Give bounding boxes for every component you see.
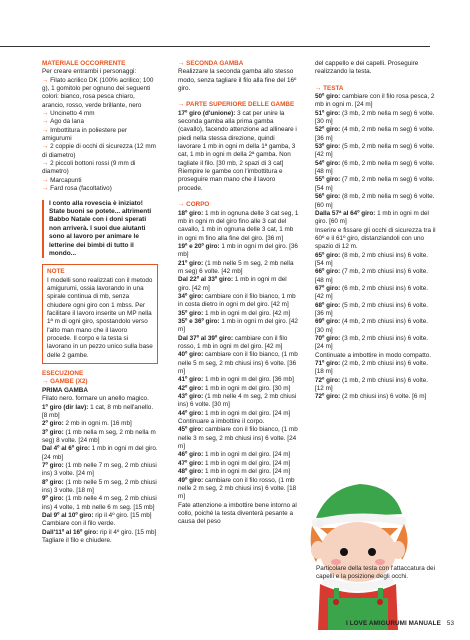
round-label: 40º giro: (178, 351, 204, 359)
round-label: 54º giro: (315, 159, 341, 167)
note-text: I modelli sono realizzati con il metodo amigurumi, ossia lavorando in una spirale continua di mb, senza chiudere ogni giro con 1 mbss. Per facilitare il lavoro inserite un MP nella 1ª m di ogni giro, spostandolo verso l'alto man mano che il lavoro procede. Il corpo e la testa si lavorano in un pezzo unico sulla base delle 2 gambe. (47, 276, 153, 359)
instruction-line (178, 376, 299, 384)
round-text: Continuare a imbottire il corpo. (178, 418, 265, 426)
round-text: (6 mb, 2 mb nella m seg) 6 volte. [48 m] (315, 159, 435, 176)
list-item: → Filato acrilico DK (100% acrilico; 100 g), 1 gomitolo per ognuno dei seguenti colori: bianco, rosa pesca chiaro, arancio, rosso, verde brillante, nero (42, 76, 154, 109)
instruction-line (315, 143, 438, 160)
round-text: 1 mb in ogni m del giro. [36 mb] (178, 242, 298, 259)
round-label: 72º giro: (315, 393, 341, 401)
round-label: 48º giro: (178, 468, 204, 476)
instruction-line (315, 252, 438, 269)
round-label: 49º giro: (178, 476, 204, 484)
round-label: 41º giro: (178, 376, 204, 384)
page-number: 53 (446, 620, 455, 627)
instruction-line (42, 462, 158, 479)
round-label: 51º giro: (315, 109, 341, 117)
round-label: 72º giro: (315, 376, 341, 384)
column-1 (42, 60, 158, 545)
instruction-line (178, 110, 299, 168)
round-label: Dal 9º al 10º giro: (42, 511, 94, 519)
arrow-icon: → (42, 143, 51, 151)
round-label: 65º giro: (315, 251, 341, 259)
round-text: Filato nero. formare un anello magico. (42, 395, 149, 403)
instruction-line (42, 512, 158, 520)
instruction-line (42, 537, 158, 545)
round-label: 69º giro: (315, 318, 341, 326)
intro-quote: I conto alla rovescia è iniziato! State buoni se potete... altrimenti Babbo Natale con i doni sperati non arriverà. I suoi due aiutanti sono al lavoro per animare le letterine dei bimbi di tutto il mondo... (42, 200, 158, 259)
round-text: cambiare con il filo rosa pesca, 2 mb in ogni m. [24 m] (315, 93, 435, 109)
round-label: 35º e 36º giro: (178, 317, 220, 325)
instruction-line (42, 529, 158, 537)
round-text: (8 mb, 2 mb chiusi ins) 6 volte. [54 m] (315, 251, 429, 267)
round-text: (1 mb nelle 4 m seg, 2 mb chiusi ins) 4 volte, 1 mb nelle 6 m seg. [15 mb] (42, 495, 157, 511)
head-intro: del cappello e dei capelli. Proseguire realizzando la testa. (315, 60, 419, 76)
upper-legs-instructions (178, 110, 299, 193)
arrow-icon: → (42, 76, 51, 84)
round-label: 52º giro: (315, 126, 341, 134)
instruction-line (315, 126, 438, 143)
column-2 (178, 60, 299, 527)
instruction-line (315, 193, 438, 210)
instruction-line (315, 302, 438, 319)
round-text: 1 mb in ogni m del giro. [36 mb] (203, 376, 294, 384)
round-text: (3 mb, 2 mb nella m seg) 6 volte. [30 m] (315, 109, 435, 126)
list-item: → Ago da lana (42, 118, 84, 126)
round-text: cambiare con il filo bianco, 1 mb in costa dietro in ogni m del giro. [42 m] (178, 292, 296, 309)
instruction-line (315, 176, 438, 193)
instruction-line (42, 520, 158, 528)
round-text: 1 mb in ognuna delle 3 cat seg, 1 mb in ogni m del giro fino alle 3 cat del cavallo, 1 mb in ognuna delle 3 cat, 1 mb in ogni m fino alla fine del giro. [36 m] (178, 209, 299, 242)
round-text: 2 mb in ogni m. [16 mb] (63, 420, 132, 428)
round-text: (2 mb, 2 mb chiusi ins) 6 volte. [18 m] (315, 360, 429, 376)
round-text: rip il 4º giro. [15 mb] (93, 511, 152, 519)
round-text: 1 mb in ogni m del giro. [60 m] (315, 209, 429, 226)
instruction-line (178, 351, 299, 376)
instruction-line (178, 168, 299, 193)
round-text: 1 cat, 8 mb nell'anello. [8 mb] (42, 403, 154, 419)
arrow-icon: → (42, 176, 51, 184)
arrow-icon: → (178, 101, 187, 109)
round-label: 34º giro: (178, 292, 204, 300)
round-label: 53º giro: (315, 143, 341, 151)
instruction-line (315, 318, 438, 335)
instruction-line (315, 227, 438, 252)
instruction-line (178, 451, 299, 459)
round-text: (5 mb, 2 mb nella m seg) 6 volte. [42 m] (315, 143, 435, 159)
instruction-line (42, 395, 158, 403)
round-label: 19º e 20º giro: (178, 242, 220, 250)
round-label: 1º giro (dir lav): (42, 403, 89, 411)
arrow-icon: → (178, 201, 187, 209)
round-text: (1 mb nelle 4 m seg, 2 mb chiusi ins) 6 volte. [30 m] (178, 393, 297, 409)
round-text: 1 mb in ogni m del giro. [24 mb] (42, 445, 158, 461)
round-label: 55º giro: (315, 176, 341, 184)
round-text: 1 mb in ogni m del giro. [42 m] (203, 309, 291, 317)
instruction-line (178, 468, 299, 476)
round-text: (1 mb, 2 mb chiusi ins) 6 volte. [12 m] (315, 376, 429, 393)
first-leg-heading: PRIMA GAMBA (42, 386, 88, 394)
round-text: (7 mb, 2 mb chiusi ins) 6 volte. [48 m] (315, 268, 429, 284)
round-label: 8º giro: (42, 478, 64, 486)
round-text: (1 mb nelle 5 m seg, 2 mb nella m seg) 6 volte. [42 mb] (178, 259, 294, 275)
round-text: rip il 4º giro. [15 mb] (98, 528, 157, 536)
round-label: 3º giro: (42, 428, 64, 436)
note-box (42, 264, 158, 364)
instruction-line (42, 445, 158, 462)
list-item: → 2 piccoli bottoni rossi (9 mm di diametro) (42, 160, 136, 176)
list-item: → 2 coppie di occhi di sicurezza (12 mm di diametro) (42, 143, 156, 159)
round-label: 21º giro: (178, 259, 204, 267)
instruction-line (315, 377, 438, 394)
column-3 (315, 60, 438, 402)
page-footer (346, 620, 454, 627)
round-text: 1 mb in ogni m del giro. [24 m] (203, 409, 291, 417)
round-text: Inserire e fissare gli occhi di sicurezza tra il 60º e il 61º giro, distanziandoli con uno spazio di 12 m. (315, 226, 436, 251)
round-text: Continuate a imbottire in modo compatto. (315, 351, 432, 359)
round-label: 46º giro: (178, 451, 204, 459)
round-text: 1 mb in ogni m del giro. [24 m] (203, 451, 291, 459)
round-label: 47º giro: (178, 459, 204, 467)
instruction-line (178, 426, 299, 451)
round-label: 35º giro: (178, 309, 204, 317)
round-text: 1 mb in ogni m del giro. [24 m] (203, 468, 291, 476)
round-text: (1 mb nelle 5 m seg, 2 mb chiusi ins) 3 volte. [18 m] (42, 478, 157, 494)
round-label: Dall'11º al 16º giro: (42, 528, 99, 536)
round-label: 45º giro: (178, 426, 204, 434)
round-text: cambiare con il filo bianco, (1 mb nelle 5 m seg, 2 mb chiusi ins) 6 volte. [36 m] (178, 351, 298, 376)
instruction-line (178, 385, 299, 393)
instruction-line (315, 360, 438, 377)
arrow-icon: → (42, 110, 51, 118)
list-item: → Marcapunti (42, 176, 82, 184)
instruction-line (178, 502, 299, 527)
round-label: Dalla 57ª al 64º giro: (315, 209, 376, 217)
instruction-line (178, 293, 299, 310)
second-leg-heading: → SECONDA GAMBA (178, 60, 244, 67)
round-label: 67º giro: (315, 284, 341, 292)
arrow-icon: → (315, 84, 324, 92)
round-text: (8 mb, 2 mb nella m seg) 6 volte. [60 m] (315, 193, 435, 209)
round-text: (1 mb nelle 7 m seg, 2 mb chiusi ins) 3 volte. [24 m] (42, 461, 157, 478)
instruction-line (315, 110, 438, 127)
instruction-line (178, 418, 299, 426)
instruction-line (178, 210, 299, 243)
instruction-line (178, 260, 299, 277)
instruction-line (178, 410, 299, 418)
elf-amigurumi-photo (298, 480, 428, 630)
instruction-line (178, 243, 299, 260)
round-label: 18º giro: (178, 209, 204, 217)
round-label: 70º giro: (315, 335, 341, 342)
round-text: cambiare con il filo rosso, 1 mb in ogni m del giro. [42 m] (178, 334, 288, 350)
arrow-icon: → (42, 126, 51, 134)
round-text: (2 mb chiusi ins) 6 volte. [6 m] (340, 393, 427, 401)
round-text: Fate attenzione a imbottire bene intorno al collo, poiché la testa diventerà pesante a causa del peso (178, 501, 297, 526)
instruction-line (315, 352, 438, 360)
instruction-line (315, 335, 438, 352)
instruction-line (42, 404, 158, 421)
round-text: (5 mb, 2 mb chiusi ins) 6 volte. [36 m] (315, 301, 429, 317)
round-label: 50º giro: (315, 93, 341, 101)
round-label: 56º giro: (315, 193, 341, 201)
instruction-line (178, 318, 299, 335)
round-label: 17º giro (d'unione): (178, 109, 236, 117)
instruction-line (178, 310, 299, 318)
arrow-icon: → (42, 160, 51, 168)
instruction-line (315, 93, 438, 110)
head-heading: → TESTA (315, 84, 344, 92)
photo-caption: Particolare della testa con l'attaccatura dei capelli e la posizione degli occhi. (316, 565, 435, 581)
second-leg-text: Realizzare la seconda gamba allo stesso modo, senza tagliare il filo alla fine del 16º giro. (178, 68, 297, 93)
materials-list (42, 77, 158, 194)
instruction-line (178, 276, 299, 293)
round-label: 71º giro: (315, 360, 341, 368)
round-text: (3 mb, 2 mb chiusi ins) 6 volte. [24 m] (315, 335, 429, 351)
instruction-line (42, 495, 158, 512)
list-item: → Fard rosa (facoltativo) (42, 185, 112, 193)
materials-intro: Per creare entrambi i personaggi: (42, 68, 137, 76)
instruction-line (315, 285, 438, 302)
legs-heading: → GAMBE (X2) (42, 378, 88, 386)
instruction-line (178, 460, 299, 468)
round-label: Dal 4º al 6º giro: (42, 445, 90, 453)
round-text: cambiare con il filo rosso, (1 mb nelle 2 m seg, 2 mb chiusi ins) 6 volte. [18 m] (178, 476, 297, 501)
arrow-icon: → (42, 378, 51, 386)
instruction-line (315, 160, 438, 177)
round-text: Cambiare con il filo verde. (42, 520, 116, 528)
materials-heading: MATERIALE OCCORRENTE (42, 60, 126, 67)
round-text: (7 mb, 2 mb nella m seg) 6 volte. [54 m] (315, 176, 435, 192)
instruction-line (178, 335, 299, 352)
round-text: (4 mb, 2 mb nella m seg) 6 volte. [36 m] (315, 126, 435, 142)
first-leg-instructions (42, 395, 158, 545)
instruction-line (178, 477, 299, 502)
round-text: 1 mb in ogni m del giro. [24 m] (203, 459, 291, 467)
body-heading: → CORPO (178, 201, 210, 209)
instruction-line (42, 479, 158, 496)
body-instructions (178, 210, 299, 527)
round-label: 7º giro: (42, 461, 64, 469)
note-title: NOTE (47, 268, 65, 276)
round-text: 3 cat per unire la seconda gamba alla prima gamba (cavallo), facendo attenzione ad allineare i piedi nella stessa direzione, quindi lavorare 1 mb in ogni m della 1ª gamba, 3 cat, 1 mb in ogni m della 2ª gamba. Non tagliate il filo. [30 mb, 2 spazi di 3 cat] (178, 109, 297, 167)
upper-legs-heading: → PARTE SUPERIORE DELLE GAMBE (178, 101, 295, 109)
round-text: Tagliare il filo e chiudere. (42, 537, 112, 544)
head-instructions (315, 93, 438, 402)
round-label: 44º giro: (178, 409, 204, 417)
instruction-line (315, 393, 438, 401)
exec-heading: ESECUZIONE (42, 370, 84, 378)
round-label: 66º giro: (315, 268, 341, 276)
round-text: cambiare con il filo bianco, (1 mb nelle 3 m seg, 2 mb chiusi ins) 6 volte. [24 m] (178, 426, 298, 451)
instruction-line (42, 420, 158, 428)
top-rule (0, 46, 430, 47)
magazine-name: I LOVE AMIGURUMI MANUALE (346, 620, 441, 627)
instruction-line (315, 210, 438, 227)
round-text: Riempire le gambe con l'imbottitura e proseguire man mano che il lavoro procede. (178, 168, 283, 192)
list-item: → Imbottitura in poliestere per amigurumi (42, 126, 127, 143)
arrow-icon: → (178, 60, 187, 67)
instruction-line (315, 268, 438, 285)
round-text: 1 mb in ogni m del giro. [30 m] (203, 384, 291, 392)
instruction-line (42, 429, 158, 446)
round-text: 1 mb in ogni m del giro. [42 m] (178, 317, 298, 334)
round-label: 42º giro: (178, 384, 204, 392)
round-label: 2º giro: (42, 420, 64, 428)
list-item: → Uncinetto 4 mm (42, 110, 95, 118)
round-text: (1 mb nella m seg, 2 mb nella m seg) 8 volte. [24 mb] (42, 428, 156, 444)
round-label: Dal 22º al 33º giro: (178, 276, 234, 284)
arrow-icon: → (42, 118, 51, 126)
arrow-icon: → (42, 185, 51, 193)
round-text: 1 mb in ogni m del giro. [42 m] (178, 276, 287, 292)
round-text: (4 mb, 2 mb chiusi ins) 6 volte. [30 m] (315, 318, 429, 334)
round-label: Dal 37º al 39º giro: (178, 334, 234, 342)
round-text: (6 mb, 2 mb chiusi ins) 6 volte. [42 m] (315, 284, 429, 301)
round-label: 68º giro: (315, 301, 341, 309)
instruction-line (178, 393, 299, 410)
round-label: 9º giro: (42, 495, 64, 503)
round-label: 43º giro: (178, 393, 204, 401)
